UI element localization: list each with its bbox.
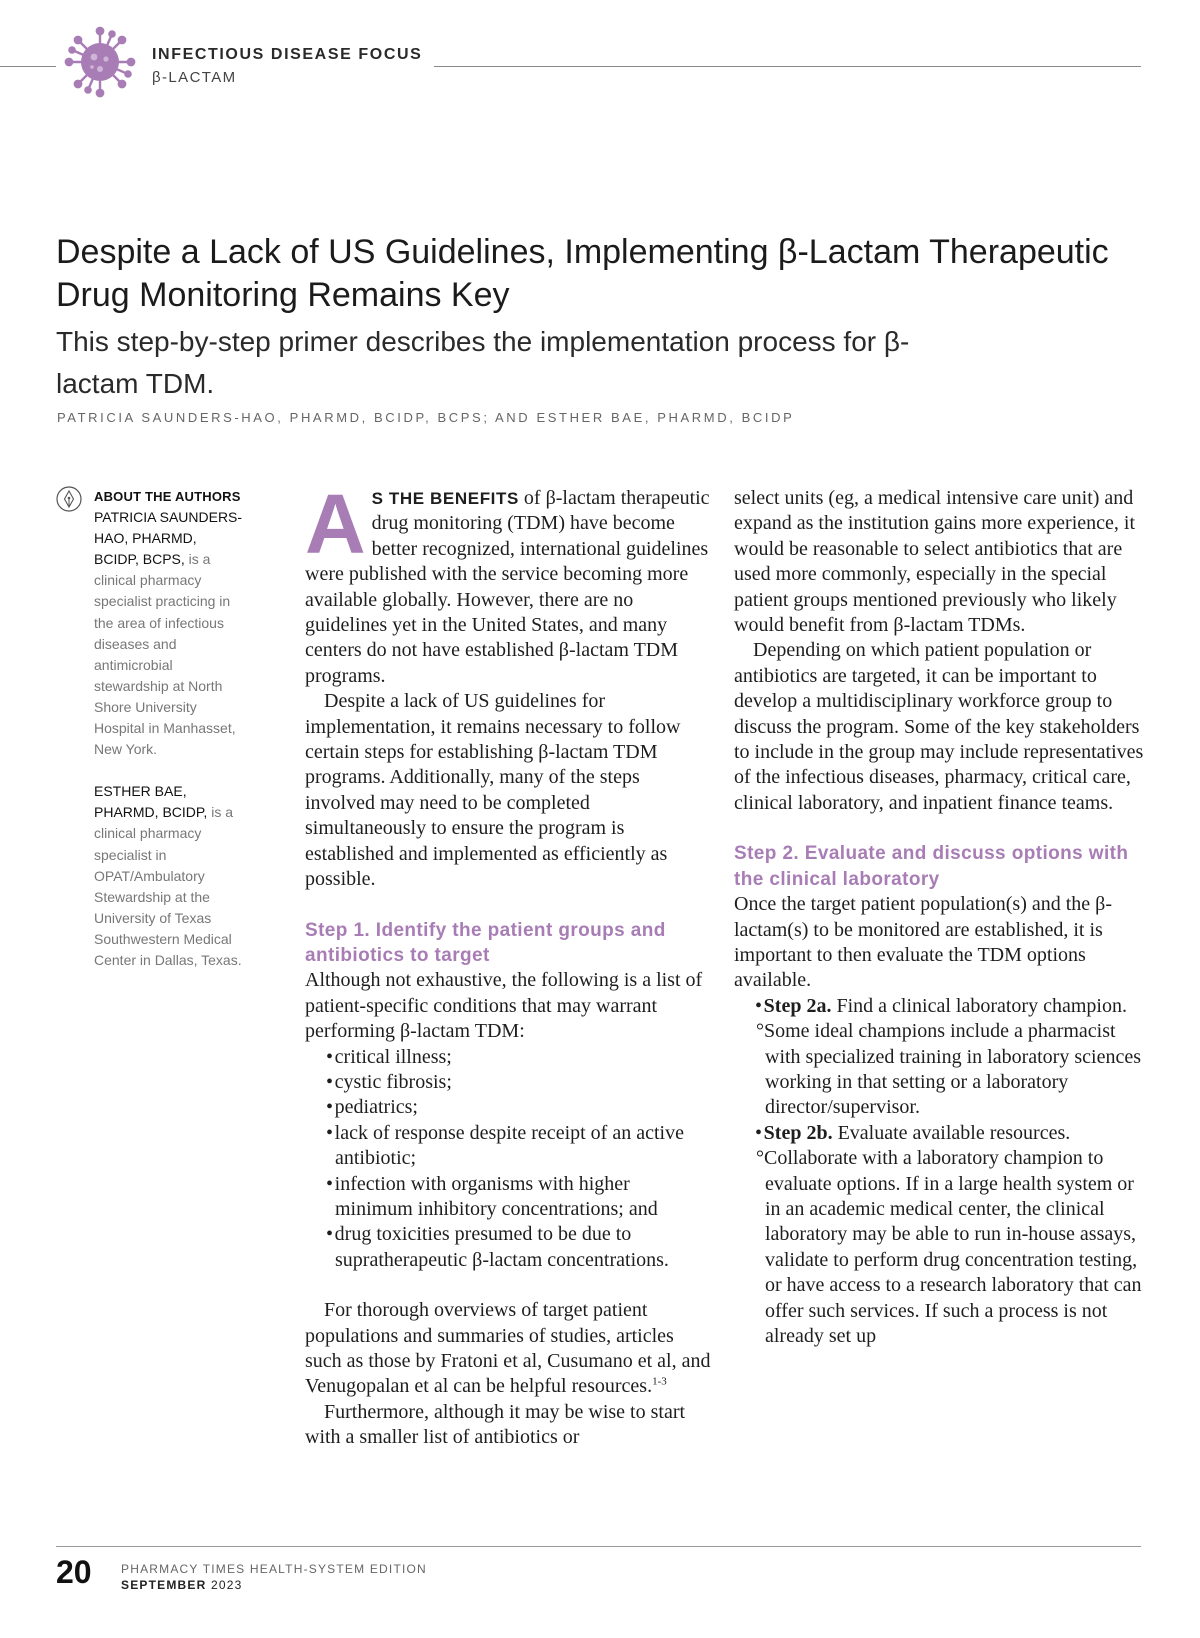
paragraph: Depending on which patient population or antibiotics are targeted, it can be important to develop a multidisciplinary workforce group to discuss the program. Some of the key stakeholders to include in the group may include representatives of the infectious diseases, pharmacy, critical care, clinical laboratory, and inpatient finance teams. — [734, 639, 1144, 814]
list-item: • pediatrics; — [326, 1096, 418, 1119]
list-item: • lack of response despite receipt of an active antibiotic; — [326, 1121, 684, 1170]
paragraph: Although not exhaustive, the following is a list of patient-specific conditions that may warrant performing β-lactam TDM: — [305, 969, 703, 1043]
step-2-heading: Step 2. Evaluate and discuss options with the clinical laboratory — [734, 843, 1129, 890]
lead-in: S THE BENEFITS — [371, 489, 519, 508]
byline: PATRICIA SAUNDERS-HAO, PHARMD, BCIDP, BCPS; AND ESTHER BAE, PHARMD, BCIDP — [57, 410, 795, 425]
sub-list-item: °Collaborate with a laboratory champion to evaluate options. If in a large health system or in an academic medical center, the clinical laboratory may be able to run in-house assays, validate to perform drug concentration testing, or have access to a research laboratory that can offer such services. If such a process is not already set up — [756, 1147, 1142, 1347]
header-rule-left — [0, 66, 56, 67]
body-column-2 — [734, 486, 1144, 1349]
virus-icon — [64, 26, 136, 98]
footer-rule — [56, 1546, 1141, 1547]
header-rule-right — [434, 66, 1141, 67]
drop-cap: A — [305, 477, 366, 571]
paragraph: Furthermore, although it may be wise to start with a smaller list of antibiotics or — [305, 1400, 686, 1449]
list-item: • infection with organisms with higher minimum inhibitory concentrations; and — [326, 1172, 658, 1220]
page-number: 20 — [56, 1554, 92, 1590]
subsection-label: β-LACTAM — [152, 69, 237, 86]
author-1-name: PATRICIA SAUNDERS-HAO, PHARMD, BCIDP, BCPS, — [94, 509, 243, 568]
citation: 1-3 — [652, 1375, 667, 1388]
paragraph: select units (eg, a medical intensive care unit) and expand as the institution gains more experience, it would be reasonable to select antibiotics that are used more commonly, especially in the special patient groups mentioned previously who likely would benefit from β-lactam TDMs. — [734, 487, 1135, 637]
intro-paragraph: A S THE BENEFITS of β-lactam therapeutic drug monitoring (TDM) have become better recognized, international guidelines were published with the service becoming more available globally. However, there are no guidelines yet in the United States, and many centers do not have established β-lactam TDM programs. — [305, 477, 710, 687]
step-1-heading: Step 1. Identify the patient groups and antibiotics to target — [305, 919, 666, 966]
about-heading: ABOUT THE AUTHORS — [94, 489, 241, 504]
section-label: INFECTIOUS DISEASE FOCUS — [152, 46, 423, 63]
list-item: • Step 2b. Evaluate available resources. — [755, 1121, 1071, 1144]
list-item: • cystic fibrosis; — [326, 1070, 452, 1093]
paragraph: Once the target patient population(s) and the β-lactam(s) to be monitored are established, it is important to then evaluate the TDM options available. — [734, 893, 1113, 992]
paragraph: For thorough overviews of target patient populations and summaries of studies, articles such as those by Fratoni et al, Cusumano et al, and Venugopalan et al can be helpful resources.$^{1-3}$ — [305, 1299, 711, 1398]
article-subtitle: This step-by-step primer describes the implementation process for β-lactam TDM. — [56, 326, 910, 399]
paragraph: Despite a lack of US guidelines for implementation, it remains necessary to follow certain steps for establishing β-lactam TDM programs. Additionally, many of the steps involved may need to be completed simultaneously to ensure the program is established and implemented as efficiently as possible. — [305, 690, 681, 891]
about-the-authors — [94, 486, 244, 992]
body-column-1 — [305, 477, 711, 1451]
publication-name: PHARMACY TIMES HEALTH-SYSTEM EDITION — [121, 1562, 427, 1576]
list-item: • critical illness; — [326, 1045, 452, 1068]
author-2-bio: ESTHER BAE, PHARMD, BCIDP, is a clinical pharmacy specialist in OPAT/Ambulatory Stewardship at the University of Texas Southwestern Medical Center in Dallas, Texas. — [94, 783, 242, 968]
pen-nib-icon — [56, 486, 82, 512]
list-item: • drug toxicities presumed to be due to supratherapeutic β-lactam concentrations. — [326, 1223, 669, 1271]
article-title: Despite a Lack of US Guidelines, Implementing β-Lactam Therapeutic Drug Monitoring Remains Key — [56, 233, 1109, 314]
author-2-name: ESTHER BAE, PHARMD, BCIDP, — [94, 783, 208, 821]
issue-date: SEPTEMBER 2023 — [121, 1578, 243, 1592]
list-item: • Step 2a. Find a clinical laboratory champion. — [755, 994, 1127, 1017]
sub-list-item: °Some ideal champions include a pharmacist with specialized training in laboratory sciences working in that setting or a laboratory director/supervisor. — [756, 1020, 1141, 1119]
author-1-bio: PATRICIA SAUNDERS-HAO, PHARMD, BCIDP, BCPS, is a clinical pharmacy specialist practicing in the area of infectious diseases and antimicrobial stewardship at North Shore University Hospital in Manhasset, New York. — [94, 509, 243, 758]
